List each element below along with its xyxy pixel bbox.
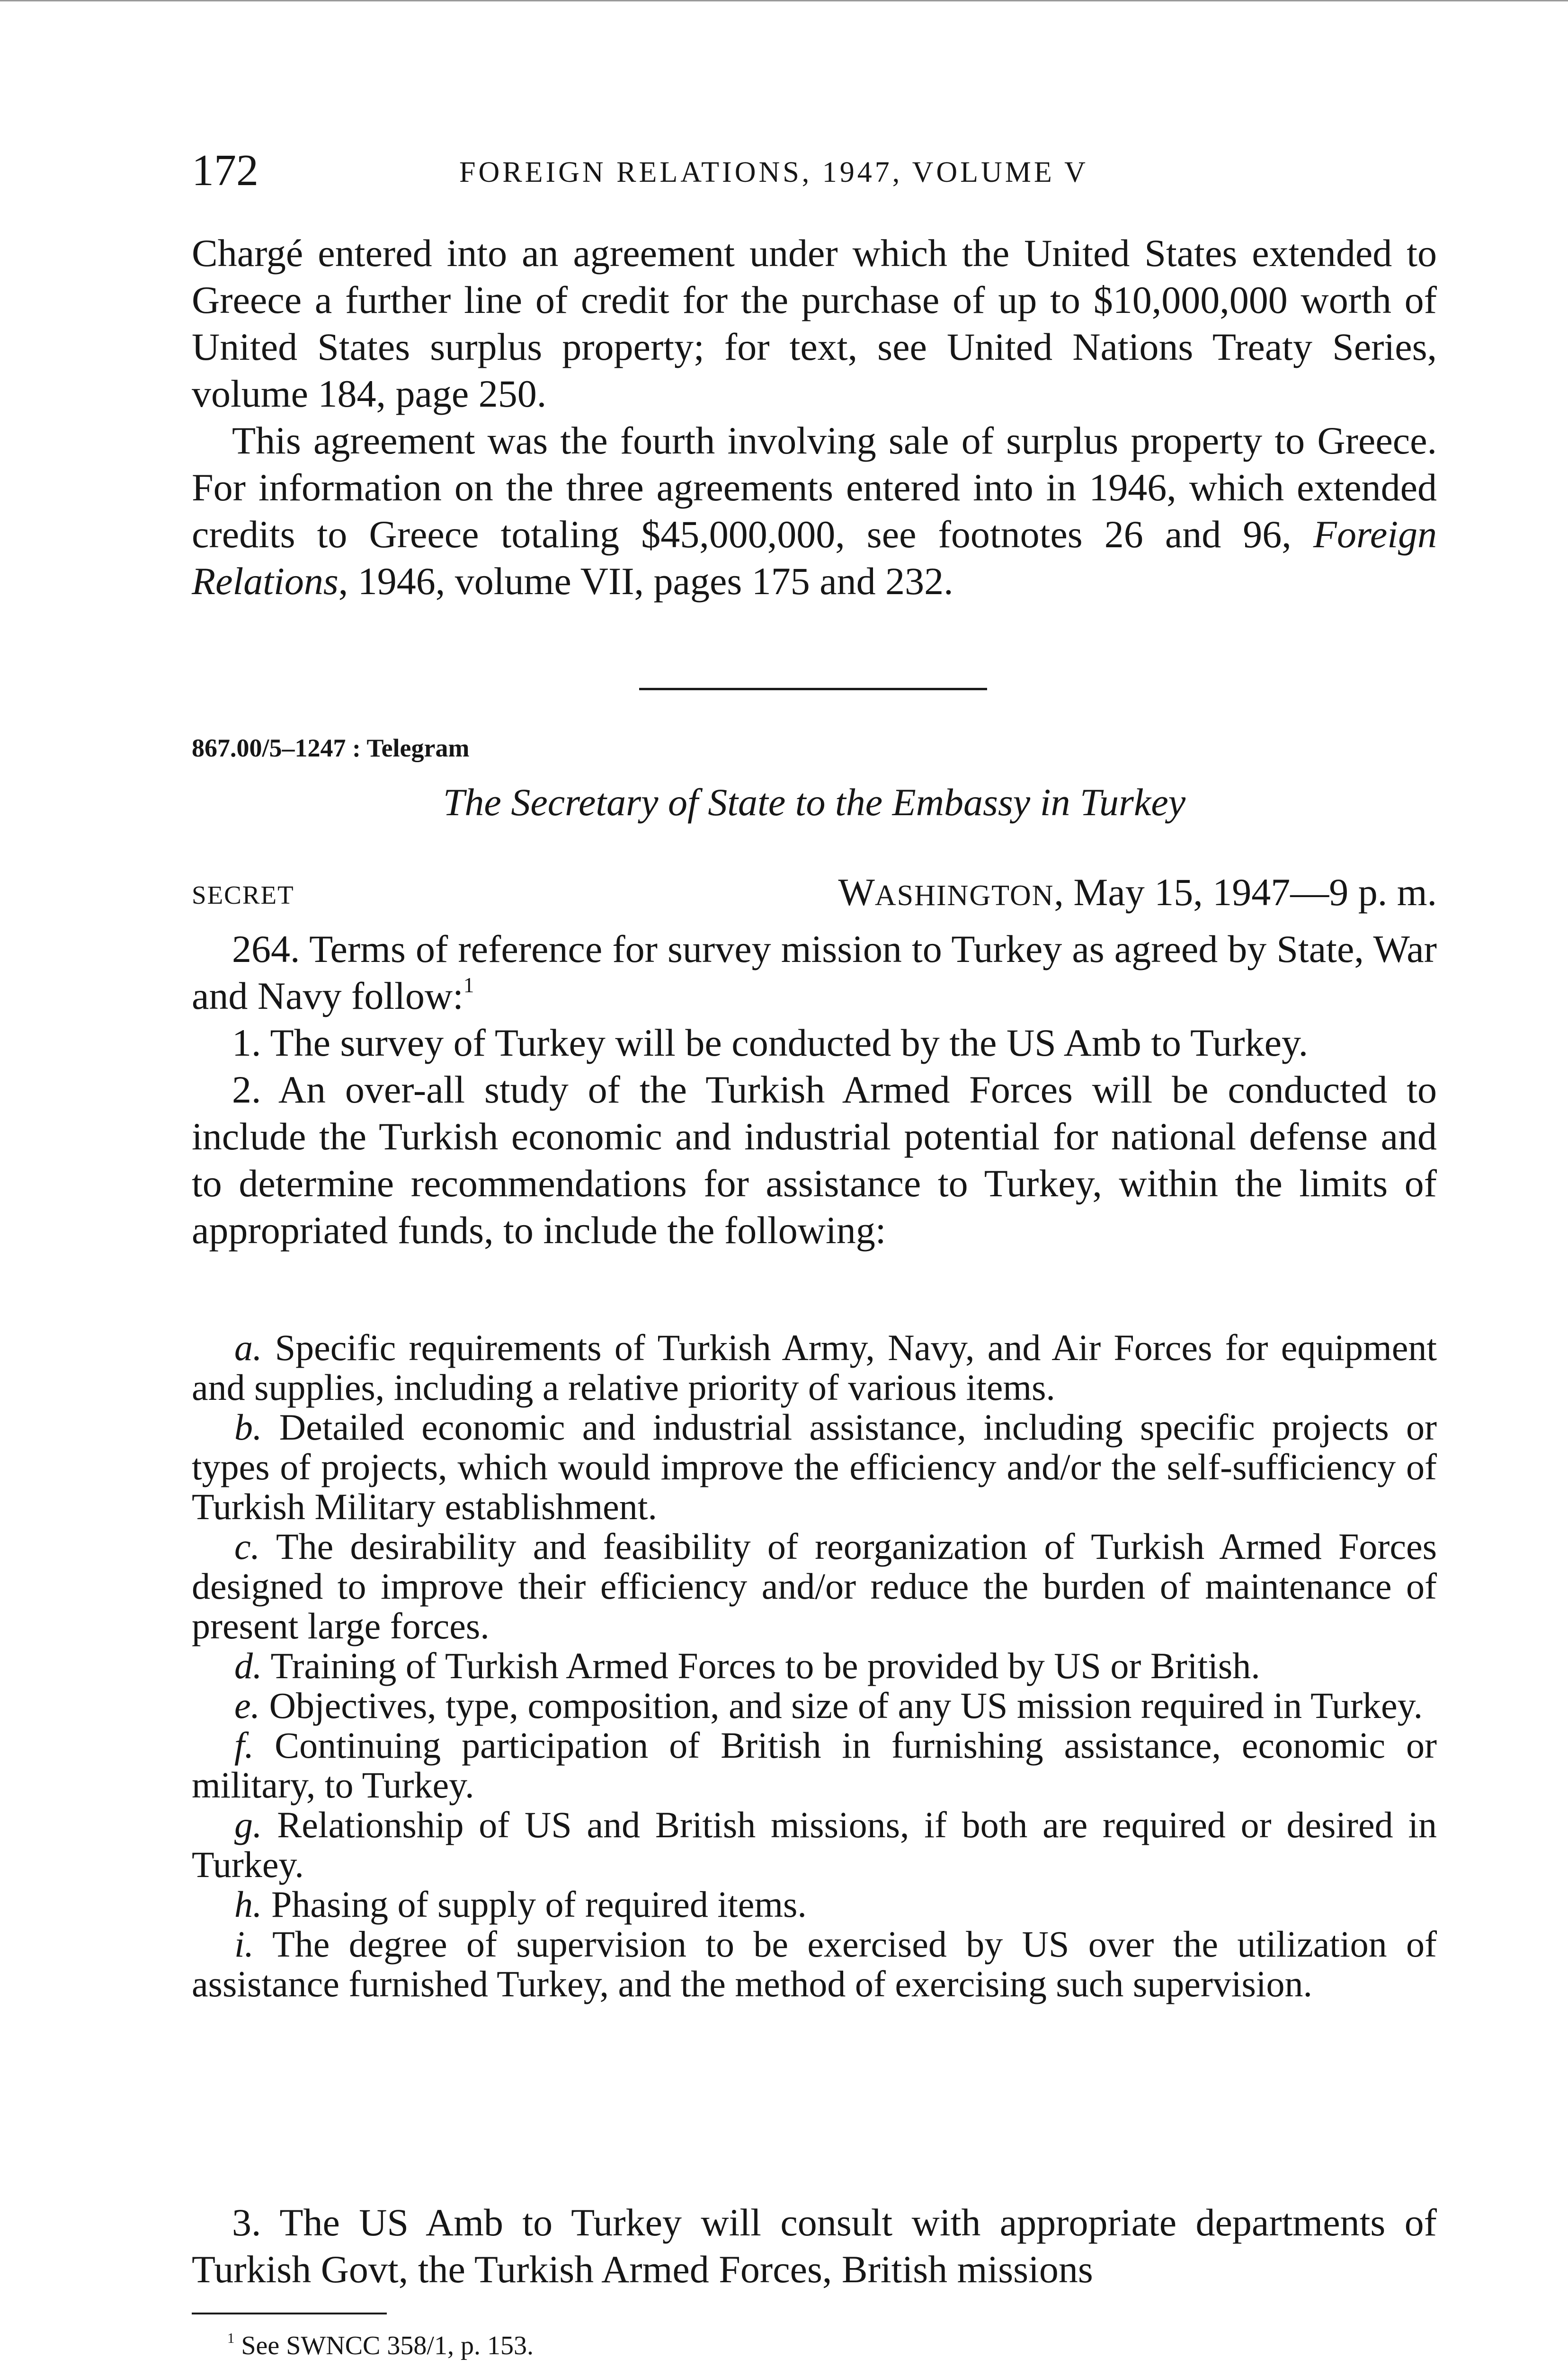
dateline-date: , May 15, 1947—9 p. m. — [1054, 871, 1437, 914]
classification-label: SECRET — [192, 881, 294, 909]
item-letter: i. — [234, 1923, 254, 1965]
footnote — [227, 2329, 534, 2362]
list-item — [192, 1527, 1437, 1646]
foreign-relations-title: Foreign Relations — [192, 513, 1437, 603]
list-item — [192, 1646, 1437, 1686]
footnote-reference: 1 — [463, 973, 474, 997]
item-letter: e. — [234, 1685, 260, 1726]
item-letter: d. — [234, 1645, 262, 1686]
list-item — [192, 1726, 1437, 1805]
paragraph-3: 3. The US Amb to Turkey will consult with appropriate departments of Turkish Govt, the Turkish Armed Forces, British missions — [192, 2201, 1437, 2291]
list-item — [192, 1328, 1437, 1407]
footnote-rule — [192, 2313, 387, 2314]
paragraph-1: 1. The survey of Turkey will be conducted by the US Amb to Turkey. — [232, 1021, 1309, 1064]
list-item — [192, 1407, 1437, 1527]
item-letter: g. — [234, 1804, 262, 1845]
item-text: Detailed economic and industrial assistance, including specific projects or types of projects, which would improve the efficiency and/or the self-sufficiency of Turkish Military establishment. — [192, 1406, 1437, 1527]
item-text: Objectives, type, composition, and size of any US mission required in Turkey. — [269, 1685, 1423, 1726]
item-text: Training of Turkish Armed Forces to be provided by US or British. — [270, 1645, 1260, 1686]
dateline-place-initial: W — [838, 871, 875, 914]
dateline-place-rest: ASHINGTON — [874, 880, 1054, 912]
continued-text — [192, 230, 1437, 605]
footnote-number: 1 — [227, 2330, 235, 2346]
continued-paragraph-2 — [192, 417, 1437, 605]
intro-text: 264. Terms of reference for survey mission to Turkey as agreed by State, War and Navy follow: — [192, 927, 1437, 1017]
item-text: The degree of supervision to be exercised by US over the utilization of assistance furnished Turkey, and the method of exercising such supervision. — [192, 1923, 1437, 2004]
item-text: The desirability and feasibility of reorganization of Turkish Armed Forces designed to improve their efficiency and/or reduce the burden of maintenance of present large forces. — [192, 1526, 1437, 1646]
item-letter: a. — [234, 1327, 262, 1368]
page-header — [192, 142, 1437, 199]
list-item — [192, 1924, 1437, 2004]
item-letter: b. — [234, 1406, 262, 1448]
list-item — [192, 1885, 1437, 1924]
page-number: 172 — [192, 146, 258, 195]
item-text: Relationship of US and British missions, if both are required or desired in Turkey. — [192, 1804, 1437, 1885]
list-item — [192, 1805, 1437, 1885]
scan-edge-line — [0, 0, 1568, 1]
list-item — [192, 1686, 1437, 1726]
section-divider — [639, 688, 987, 690]
paragraph-2-end: , 1946, volume VII, pages 175 and 232. — [338, 560, 953, 603]
dateline — [838, 866, 1437, 922]
item-letter: f. — [234, 1725, 254, 1766]
continued-paragraph-1: Chargé entered into an agreement under which the United States extended to Greece a further line of credit for the purchase of up to $10,000,000 worth of United States surplus property; for text, see United Nations Treaty Series, volume 184, page 250. — [192, 231, 1437, 415]
file-reference: 867.00/5–1247 : Telegram — [192, 734, 470, 762]
item-text: Phasing of supply of required items. — [271, 1884, 807, 1925]
paragraph-2: 2. An over-all study of the Turkish Armed Forces will be conducted to include the Turkish economic and industrial potential for national defense and to determine recommendations for assistance to Turkey, within the limits of appropriated funds, to include the following: — [192, 1068, 1437, 1252]
document-title: The Secretary of State to the Embassy in Turkey — [443, 781, 1186, 824]
item-text: Continuing participation of British in furnishing assistance, economic or military, to Turkey. — [192, 1725, 1437, 1806]
paragraph-2-start: This agreement was the fourth involving sale of surplus property to Greece. For information on the three agreements entered into in 1946, which extended credits to Greece totaling $45,000,000, see footnotes 26 and 96, — [192, 419, 1437, 556]
footnote-text: See SWNCC 358/1, p. 153. — [241, 2331, 534, 2360]
item-letter: c. — [234, 1526, 260, 1567]
intro-paragraph — [192, 925, 1437, 1019]
telegram-body — [192, 925, 1437, 1254]
item-letter: h. — [234, 1884, 262, 1925]
telegram-body-continued — [192, 2199, 1437, 2293]
running-title: FOREIGN RELATIONS, 1947, VOLUME V — [459, 156, 1088, 188]
document-meta — [192, 866, 1437, 918]
item-text: Specific requirements of Turkish Army, Navy, and Air Forces for equipment and supplies, including a relative priority of various items. — [192, 1327, 1437, 1408]
requirements-list — [192, 1328, 1437, 2004]
